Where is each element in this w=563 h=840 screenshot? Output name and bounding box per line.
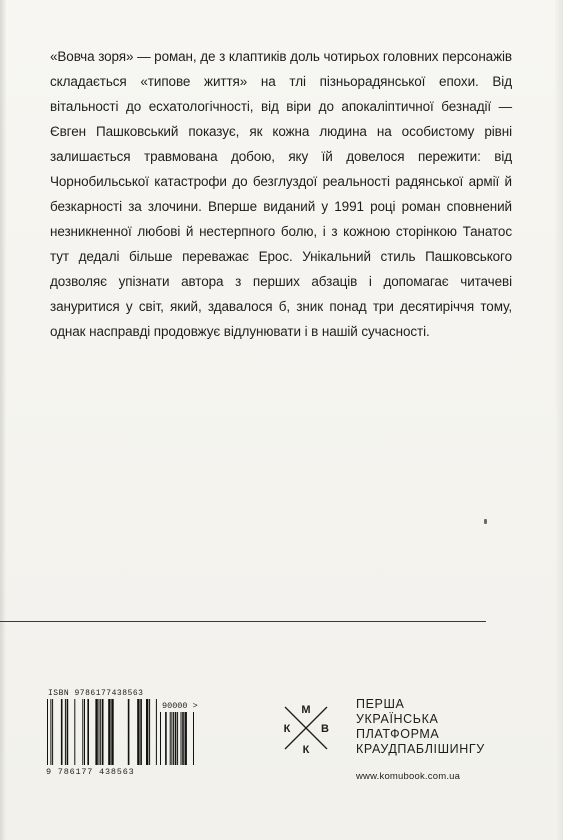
publisher-logo <box>277 699 335 757</box>
logo-letter-left: К <box>283 723 291 735</box>
barcode-price-code: 90000 > <box>162 701 198 711</box>
cover-left-edge <box>0 0 6 840</box>
barcode-addon <box>160 712 198 765</box>
publisher-name <box>356 697 485 757</box>
isbn-label: ISBN 9786177438563 <box>48 689 144 698</box>
publisher-line-3: ПЛАТФОРМА <box>356 727 440 741</box>
logo-letter-right: В <box>321 723 329 735</box>
barcode-digits: 9 786177 438563 <box>46 767 135 777</box>
print-mark <box>484 519 487 524</box>
logo-letter-bottom: К <box>302 744 310 756</box>
logo-letter-top: М <box>301 704 311 716</box>
publisher-line-4: КРАУДПАБЛІШИНГУ <box>356 742 485 756</box>
divider-line <box>0 621 486 622</box>
publisher-line-2: УКРАЇНСЬКА <box>356 712 439 726</box>
barcode-main <box>47 699 159 765</box>
blurb-block <box>50 44 512 344</box>
cover-right-edge <box>555 0 563 840</box>
publisher-line-1: ПЕРША <box>356 697 405 711</box>
publisher-url[interactable]: www.komubook.com.ua <box>356 771 461 782</box>
blurb-text: «Вовча зоря» — роман, де з клаптиків доль чотирьох головних персонажів складається «типове життя» на тлі пізньорадянської епохи. Від вітальності до есхатологічності, від віри до апокаліптичної безнадії — Євген Пашковський показує, як кожна людина на особистому рівні залишається травмована добою, яку їй довелося пережити: від Чорнобильської катастрофи до безглуздої реальності радянської армії й безкарності за злочини. Вперше виданий у 1991 році роман сповнений незникненної любові й нестерпного болю, і з кожною сторінкою Танатос тут дедалі більше переважає Ерос. Унікальний стиль Пашковського дозволяє упізнати автора з перших абзаців і допомагає читачеві зануритися у світ, який, здавалося б, зник понад три десятиріччя тому, однак насправді продовжує відлунювати і в нашій сучасності. <box>50 49 512 339</box>
